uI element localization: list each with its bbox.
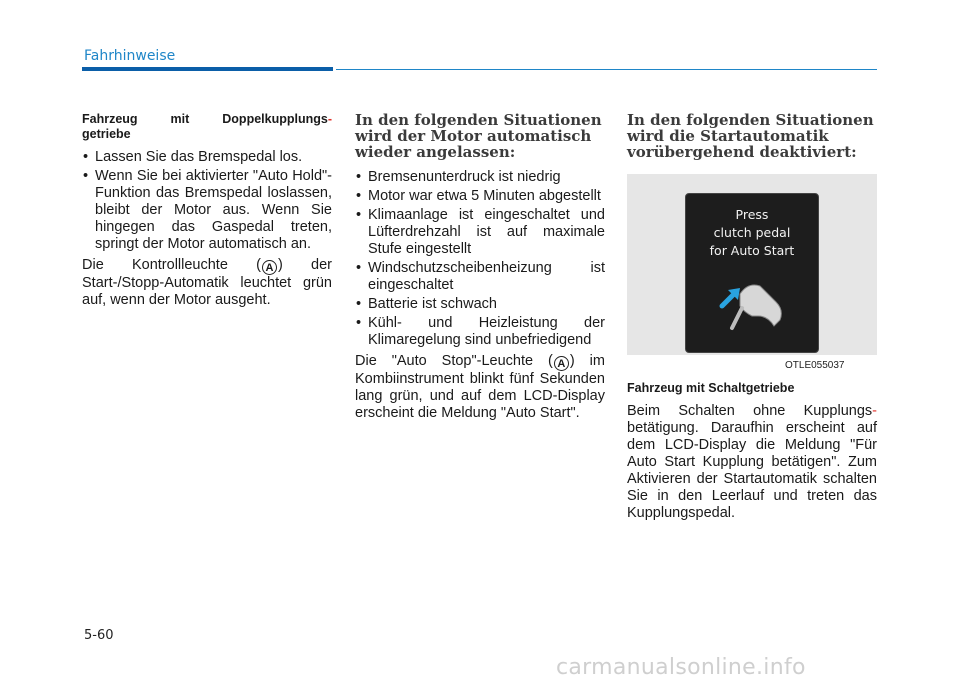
- figure-code: OTLE055037: [785, 360, 845, 371]
- header-rule-dark: [82, 67, 333, 71]
- column-right: [627, 112, 877, 169]
- list-item: • Windschutzscheibenheizung ist eingeschaltet: [355, 260, 605, 294]
- header-rule-light: [336, 69, 877, 70]
- section-title: Fahrhinweise: [84, 48, 176, 64]
- cluster-display-figure: [627, 174, 877, 355]
- manual-hyphen: -: [872, 403, 877, 419]
- list-item: • Wenn Sie bei aktivierter "Auto Hold"-Funktion das Bremspedal loslassen, bleibt der Motor aus. Wenn Sie hingegen das Gaspedal treten, springt der Motor automatisch an.: [82, 168, 332, 253]
- indicator-text-before: Die Kontrollleuchte (: [82, 257, 261, 273]
- manual-paragraph: [627, 403, 877, 522]
- list-item: • Batterie ist schwach: [355, 296, 605, 313]
- list-item: • Lassen Sie das Bremspedal los.: [82, 149, 332, 166]
- display-line: Press: [735, 207, 769, 222]
- subhead-manual: Fahrzeug mit Schaltgetriebe: [627, 381, 795, 395]
- subhead-dct-part-a: Fahrzeug mit Doppelkupplungs: [82, 112, 328, 126]
- dct-bullet-list: [82, 149, 332, 253]
- column-right-lower: [627, 381, 877, 522]
- manual-text-b: betätigung. Daraufhin erscheint auf dem LCD-Display die Meldung "Für Auto Start Kupplung betätigen". Zum Aktivieren der Startautomatik schalten Sie in den Leerlauf und treten das Kupplungspedal.: [627, 420, 877, 521]
- watermark: carmanualsonline.info: [556, 655, 806, 680]
- auto-stop-text-after: ) im Kombiinstrument blinkt fünf Sekunden lang grün, und auf dem LCD-Display erscheint die Meldung "Auto Start".: [355, 353, 605, 421]
- heading-restart: In den folgenden Situationen wird der Motor automatisch wieder angelassen:: [355, 111, 602, 161]
- auto-stop-indicator-icon: A: [262, 260, 277, 275]
- restart-bullet-list: [355, 169, 605, 349]
- manual-text-a: Beim Schalten ohne Kupplungs: [627, 403, 873, 419]
- auto-stop-indicator-icon: A: [554, 356, 569, 371]
- column-middle: [355, 112, 605, 422]
- display-message: [686, 206, 818, 260]
- heading-deactivated: In den folgenden Situationen wird die Startautomatik vorübergehend deaktiviert:: [627, 111, 874, 161]
- subhead-dct-part-b: getriebe: [82, 127, 131, 141]
- subhead-dct-hyphen: -: [327, 112, 332, 126]
- indicator-paragraph: [82, 257, 332, 309]
- list-item: • Klimaanlage ist eingeschaltet und Lüfterdrehzahl ist auf maximale Stufe eingestellt: [355, 207, 605, 258]
- display-line: for Auto Start: [709, 243, 795, 258]
- auto-stop-text-before: Die "Auto Stop"-Leuchte (: [355, 353, 553, 369]
- list-item: • Kühl- und Heizleistung der Klimaregelung sind unbefriedigend: [355, 315, 605, 349]
- indicator-text-after: ) der Start-/Stopp-Automatik leuchtet grün auf, wenn der Motor ausgeht.: [82, 257, 332, 308]
- list-item: • Motor war etwa 5 Minuten abgestellt: [355, 188, 605, 205]
- lcd-display: [685, 193, 819, 353]
- auto-stop-paragraph: [355, 353, 605, 422]
- clutch-pedal-icon: [718, 276, 790, 334]
- display-line: clutch pedal: [713, 225, 791, 240]
- column-left: [82, 112, 332, 309]
- list-item: • Bremsenunterdruck ist niedrig: [355, 169, 605, 186]
- page-number: 5-60: [84, 628, 114, 643]
- subhead-dct: [82, 112, 332, 142]
